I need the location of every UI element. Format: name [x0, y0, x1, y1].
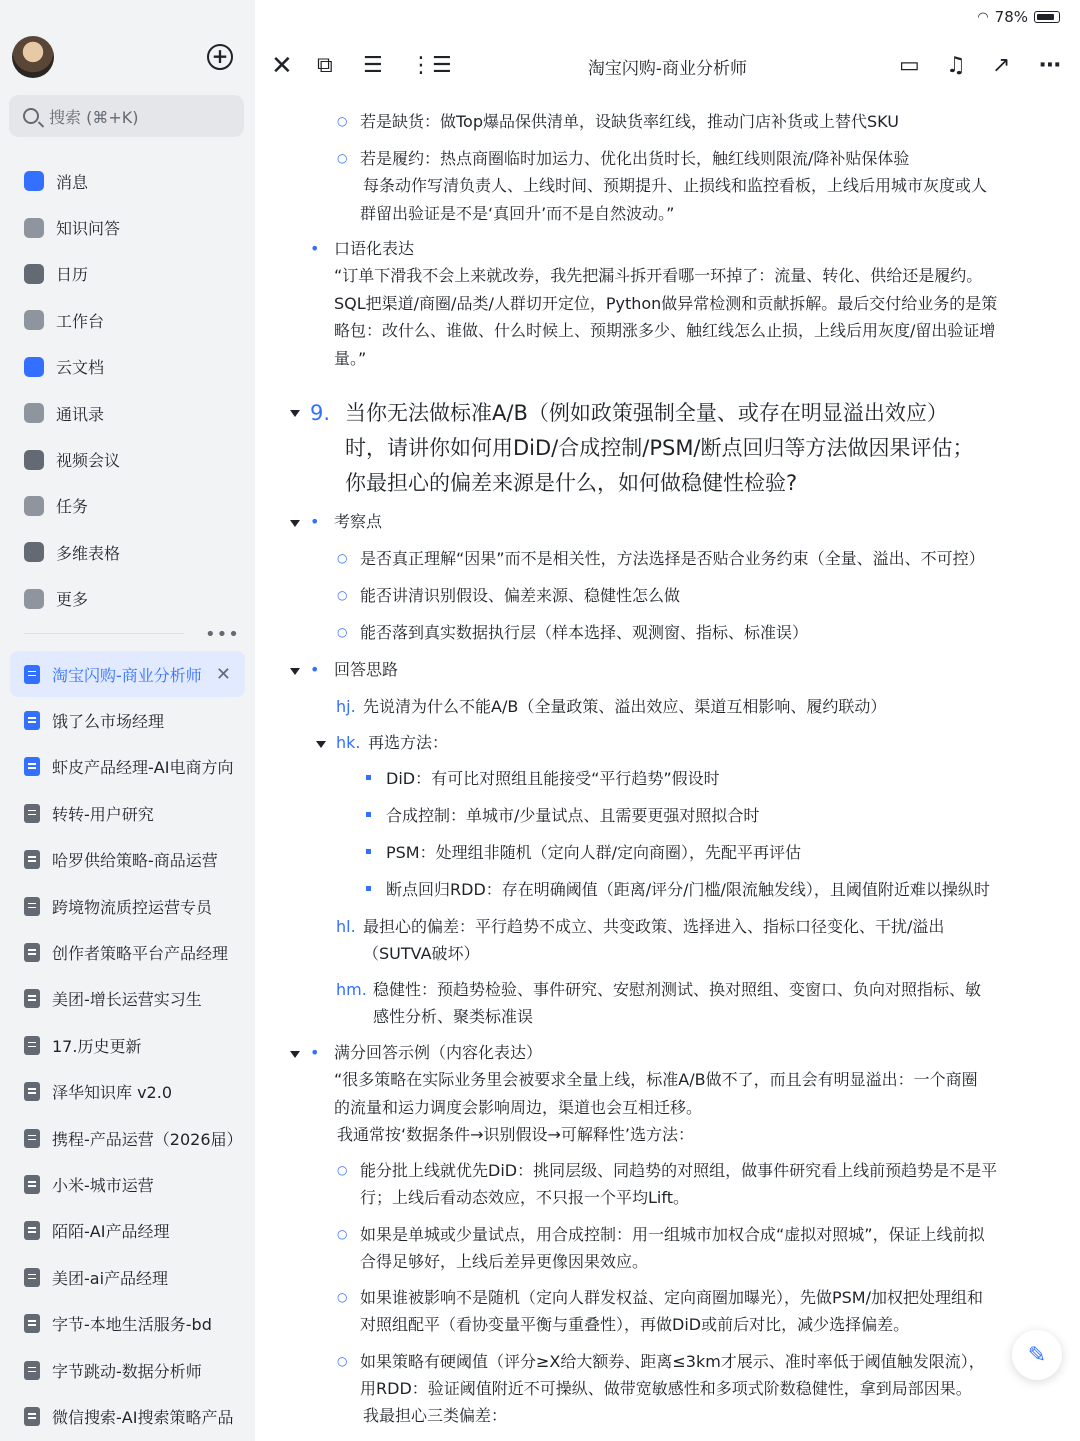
section-heading: 满分回答示例（内容化表达） [334, 1043, 543, 1062]
share-icon[interactable]: ↗ [992, 53, 1011, 78]
close-tab-icon[interactable]: ✕ [215, 663, 231, 685]
doc-item[interactable] [0, 1161, 255, 1207]
sidebar-nav-label: 多维表格 [56, 543, 121, 563]
doc-item-label: 跨境物流质控运营专员 [52, 897, 213, 917]
chat-bubble-icon [24, 171, 44, 191]
sidebar-nav-label: 知识问答 [56, 219, 121, 239]
sidebar-nav-item[interactable] [0, 204, 255, 250]
cloud-doc-icon [24, 357, 44, 377]
list-number: hj. [336, 697, 356, 716]
doc-item-label: 小米-城市运营 [52, 1175, 154, 1195]
paragraph: DiD：有可比对照组且能接受“平行趋势”假设时 [386, 769, 720, 788]
question-heading: 当你无法做标准A/B（例如政策强制全量、或存在明显溢出效应） [345, 401, 948, 425]
solid-bullet: • [310, 512, 320, 531]
doc-title: 淘宝闪购-商业分析师 [587, 59, 748, 79]
sidebar-nav-item[interactable] [0, 251, 255, 297]
video-icon [24, 450, 44, 470]
sidebar-nav-item[interactable] [0, 529, 255, 575]
battery-percent: 78% [994, 8, 1028, 26]
section-heading: 回答思路 [334, 660, 399, 679]
doc-file-icon [24, 804, 40, 823]
doc-file-icon [24, 757, 40, 776]
paragraph: 用RDD：验证阈值附近不可操纵、做带宽敏感性和多项式阶数稳健性，拿到局部因果。 [360, 1379, 972, 1398]
doc-file-icon [24, 1221, 40, 1240]
collapse-caret-icon[interactable] [290, 1051, 300, 1058]
sidebar-nav [0, 158, 255, 622]
list-number: hm. [336, 980, 367, 999]
doc-file-icon [24, 665, 40, 684]
sidebar-nav-label: 云文档 [56, 358, 105, 378]
doc-item-label: 泽华知识库 v2.0 [52, 1083, 173, 1103]
paragraph: 能否落到真实数据执行层（样本选择、观测窗、指标、标准误） [360, 623, 809, 642]
doc-item-label: 微信搜索-AI搜索策略产品 [52, 1407, 234, 1427]
doc-item[interactable] [0, 790, 255, 836]
paragraph: 若是缺货：做Top爆品保供清单，设缺货率红线，推动门店补货或上替代SKU [360, 112, 899, 131]
sidebar-nav-item[interactable] [0, 436, 255, 482]
calendar-icon [24, 264, 44, 284]
paragraph: “很多策略在实际业务里会被要求全量上线，标准A/B做不了，而且会有明显溢出：一个商圈 [334, 1070, 978, 1089]
doc-item[interactable] [0, 1300, 255, 1346]
paragraph: 群留出验证是不是‘真回升’而不是自然波动。” [360, 204, 675, 223]
hollow-bullet: ○ [337, 1290, 348, 1304]
paragraph: 感性分析、聚类标准误 [373, 1007, 534, 1026]
wifi-icon: ◠ [977, 9, 989, 25]
sidebar-nav-label: 视频会议 [56, 451, 121, 471]
doc-item-label: 字节跳动-数据分析师 [52, 1361, 202, 1381]
hollow-bullet: ○ [337, 1163, 348, 1177]
paragraph: 最担心的偏差：平行趋势不成立、共变政策、选择进入、指标口径变化、干扰/溢出 [363, 917, 945, 936]
paragraph: 能否讲清识别假设、偏差来源、稳健性怎么做 [360, 586, 681, 605]
collapse-caret-icon[interactable] [290, 410, 300, 417]
sidebar-nav-label: 任务 [56, 497, 89, 517]
doc-file-icon [24, 1175, 40, 1194]
paragraph: 稳健性：预趋势检验、事件研究、安慰剂测试、换对照组、变窗口、负向对照指标、敏 [373, 980, 982, 999]
sidebar-nav-item[interactable] [0, 158, 255, 204]
sidebar-nav-item[interactable] [0, 344, 255, 390]
paragraph: 先说清为什么不能A/B（全量政策、溢出效应、渠道互相影响、履约联动） [363, 697, 887, 716]
battery-icon [1034, 11, 1060, 23]
list-number: hl. [336, 917, 356, 936]
edit-pencil-icon[interactable]: ✎ [1012, 1330, 1062, 1380]
paragraph: （SUTVA破坏） [363, 944, 480, 963]
paragraph: 断点回归RDD：存在明确阈值（距离/评分/门槛/限流触发线），且阈值附近难以操纵时 [386, 880, 990, 899]
hollow-bullet: ○ [337, 151, 348, 165]
sidebar-nav-label: 工作台 [56, 311, 105, 331]
paragraph: 的流量和运力调度会影响周边，渠道也会互相迁移。 [334, 1098, 703, 1117]
status-bar-right [977, 8, 1060, 26]
paragraph: 行；上线后看动态效应，不只报一个平均Lift。 [360, 1188, 689, 1207]
doc-item-label: 字节-本地生活服务-bd [52, 1315, 212, 1335]
doc-item-label: 美团-增长运营实习生 [52, 990, 202, 1010]
paragraph: “订单下滑我不会上来就改券，我先把漏斗拆开看哪一环掉了：流量、转化、供给还是履约。 [334, 266, 983, 285]
doc-file-icon [24, 1082, 40, 1101]
doc-item-label: 17.历史更新 [52, 1036, 142, 1056]
paragraph: 我通常按‘数据条件→识别假设→可解释性’选方法： [337, 1125, 694, 1144]
sidebar-nav-item[interactable] [0, 390, 255, 436]
paragraph: SQL把渠道/商圈/品类/人群切开定位，Python做异常检测和贡献拆解。最后交付给业务的是策 [334, 294, 998, 313]
contacts-icon [24, 403, 44, 423]
window-split-icon[interactable]: ⧉ [317, 53, 333, 78]
doc-item[interactable] [0, 1347, 255, 1393]
table-of-contents-icon[interactable]: ⋮☰ [410, 53, 452, 78]
paragraph: 略包：改什么、谁做、什么时候上、预期涨多少、触红线怎么止损，上线后用灰度/留出验证增 [334, 321, 996, 340]
task-check-icon [24, 496, 44, 516]
doc-file-icon [24, 1036, 40, 1055]
heading-number: 9. [310, 401, 331, 425]
section-heading: 口语化表达 [334, 239, 415, 258]
doc-item[interactable] [0, 697, 255, 743]
paragraph: 合得足够好，上线后差异更像因果效应。 [360, 1252, 649, 1271]
paragraph: 每条动作写清负责人、上线时间、预期提升、止损线和监控看板，上线后用城市灰度或人 [363, 176, 988, 195]
paragraph: 对照组配平（看协变量平衡与重叠性），再做DiD或前后对比，减少选择偏差。 [360, 1315, 910, 1334]
avatar[interactable] [12, 36, 54, 78]
doc-item-label: 陌陌-AI产品经理 [52, 1222, 170, 1242]
doc-item-label: 美团-ai产品经理 [52, 1268, 169, 1288]
doc-item-active[interactable] [10, 651, 245, 697]
close-icon[interactable]: ✕ [271, 51, 293, 81]
solid-bullet: • [310, 660, 320, 679]
paragraph: 如果是单城或少量试点，用合成控制：用一组城市加权合成“虚拟对照城”，保证上线前拟 [360, 1225, 985, 1244]
sidebar-nav-label: 更多 [56, 590, 89, 610]
doc-item[interactable] [0, 929, 255, 975]
doc-item[interactable] [0, 744, 255, 790]
more-grid-icon [24, 589, 44, 609]
hollow-bullet: ○ [337, 625, 348, 639]
list-number: hk. [336, 733, 361, 752]
square-bullet [366, 886, 371, 891]
doc-file-icon [24, 1407, 40, 1426]
sidebar-nav-item[interactable] [0, 297, 255, 343]
sidebar-nav-item[interactable] [0, 576, 255, 622]
collapse-caret-icon[interactable] [290, 520, 300, 527]
sidebar-nav-label: 日历 [56, 265, 89, 285]
paragraph: 能分批上线就优先DiD：挑同层级、同趋势的对照组，做事件研究看上线前预趋势是不是平 [360, 1161, 998, 1180]
knowledge-qa-icon [24, 218, 44, 238]
doc-file-icon [24, 1129, 40, 1148]
doc-item-label: 饿了么市场经理 [52, 712, 165, 732]
collapse-caret-icon[interactable] [316, 741, 326, 748]
paragraph: 是否真正理解“因果”而不是相关性，方法选择是否贴合业务约束（全量、溢出、不可控） [360, 549, 985, 568]
doc-file-icon [24, 711, 40, 730]
doc-item[interactable] [0, 1254, 255, 1300]
section-heading: 考察点 [334, 512, 383, 531]
hollow-bullet: ○ [337, 551, 348, 565]
search-icon [23, 108, 39, 124]
doc-file-icon [24, 897, 40, 916]
new-plus-icon[interactable]: + [207, 44, 233, 70]
square-bullet [366, 812, 371, 817]
bitable-icon [24, 542, 44, 562]
doc-file-icon [24, 1268, 40, 1287]
doc-file-icon [24, 1314, 40, 1333]
paragraph: 我最担心三类偏差： [363, 1406, 508, 1425]
doc-item[interactable] [0, 1393, 255, 1439]
doc-item[interactable] [0, 1069, 255, 1115]
workbench-icon [24, 310, 44, 330]
doc-item-label: 虾皮产品经理-AI电商方向 [52, 758, 234, 778]
sidebar [0, 0, 255, 1441]
paragraph: 合成控制：单城市/少量试点、且需要更强对照拟合时 [386, 806, 760, 825]
more-icon[interactable]: ⋯ [1039, 53, 1061, 78]
square-bullet [366, 849, 371, 854]
hollow-bullet: ○ [337, 588, 348, 602]
paragraph: 如果策略有硬阈值（评分≥X给大额券、距离≤3km才展示、准时率低于阈值触发限流）， [360, 1352, 985, 1371]
hollow-bullet: ○ [337, 1227, 348, 1241]
comment-icon[interactable]: ▭ [899, 53, 920, 78]
doc-item-label: 创作者策略平台产品经理 [52, 944, 229, 964]
search-placeholder: 搜索 (⌘+K) [49, 107, 139, 127]
paragraph: 如果谁被影响不是随机（定向人群发权益、定向商圈加曝光），先做PSM/加权把处理组和 [360, 1288, 984, 1307]
doc-item[interactable] [0, 837, 255, 883]
doc-file-icon [24, 989, 40, 1008]
doc-outline-icon[interactable]: ☰ [363, 53, 383, 78]
hollow-bullet: ○ [337, 114, 348, 128]
doc-file-icon [24, 850, 40, 869]
paragraph: 再选方法： [368, 733, 449, 752]
solid-bullet: • [310, 1043, 320, 1062]
bell-icon[interactable]: ♫ [946, 53, 966, 78]
doc-item-label: 转转-用户研究 [52, 804, 154, 824]
solid-bullet: • [310, 239, 320, 258]
doc-file-icon [24, 943, 40, 962]
doc-item-label: 淘宝闪购-商业分析师 [52, 665, 202, 685]
doc-item-label: 携程-产品运营（2026届） [52, 1129, 243, 1149]
recent-docs-list [0, 651, 255, 1440]
search-box[interactable] [9, 95, 244, 137]
paragraph: PSM：处理组非随机（定向人群/定向商圈），先配平再评估 [386, 843, 802, 862]
doc-item[interactable] [0, 1208, 255, 1254]
doc-item[interactable] [0, 883, 255, 929]
doc-item-label: 哈罗供给策略-商品运营 [52, 851, 218, 871]
paragraph: 若是履约：热点商圈临时加运力、优化出货时长，触红线则限流/降补贴保体验 [360, 149, 910, 168]
doc-file-icon [24, 1361, 40, 1380]
sidebar-divider [24, 633, 184, 634]
paragraph: 量。” [334, 349, 367, 368]
doc-item[interactable] [0, 976, 255, 1022]
more-options-icon[interactable]: ••• [205, 624, 240, 645]
sidebar-nav-label: 消息 [56, 172, 89, 192]
doc-toolbar [255, 36, 1080, 96]
sidebar-nav-label: 通讯录 [56, 404, 105, 424]
doc-item[interactable] [0, 1022, 255, 1068]
square-bullet [366, 775, 371, 780]
question-heading: 时，请讲你如何用DiD/合成控制/PSM/断点回归等方法做因果评估； [345, 436, 974, 460]
doc-item[interactable] [0, 1115, 255, 1161]
sidebar-nav-item[interactable] [0, 483, 255, 529]
question-heading: 你最担心的偏差来源是什么，如何做稳健性检验? [345, 471, 798, 495]
collapse-caret-icon[interactable] [290, 668, 300, 675]
hollow-bullet: ○ [337, 1354, 348, 1368]
